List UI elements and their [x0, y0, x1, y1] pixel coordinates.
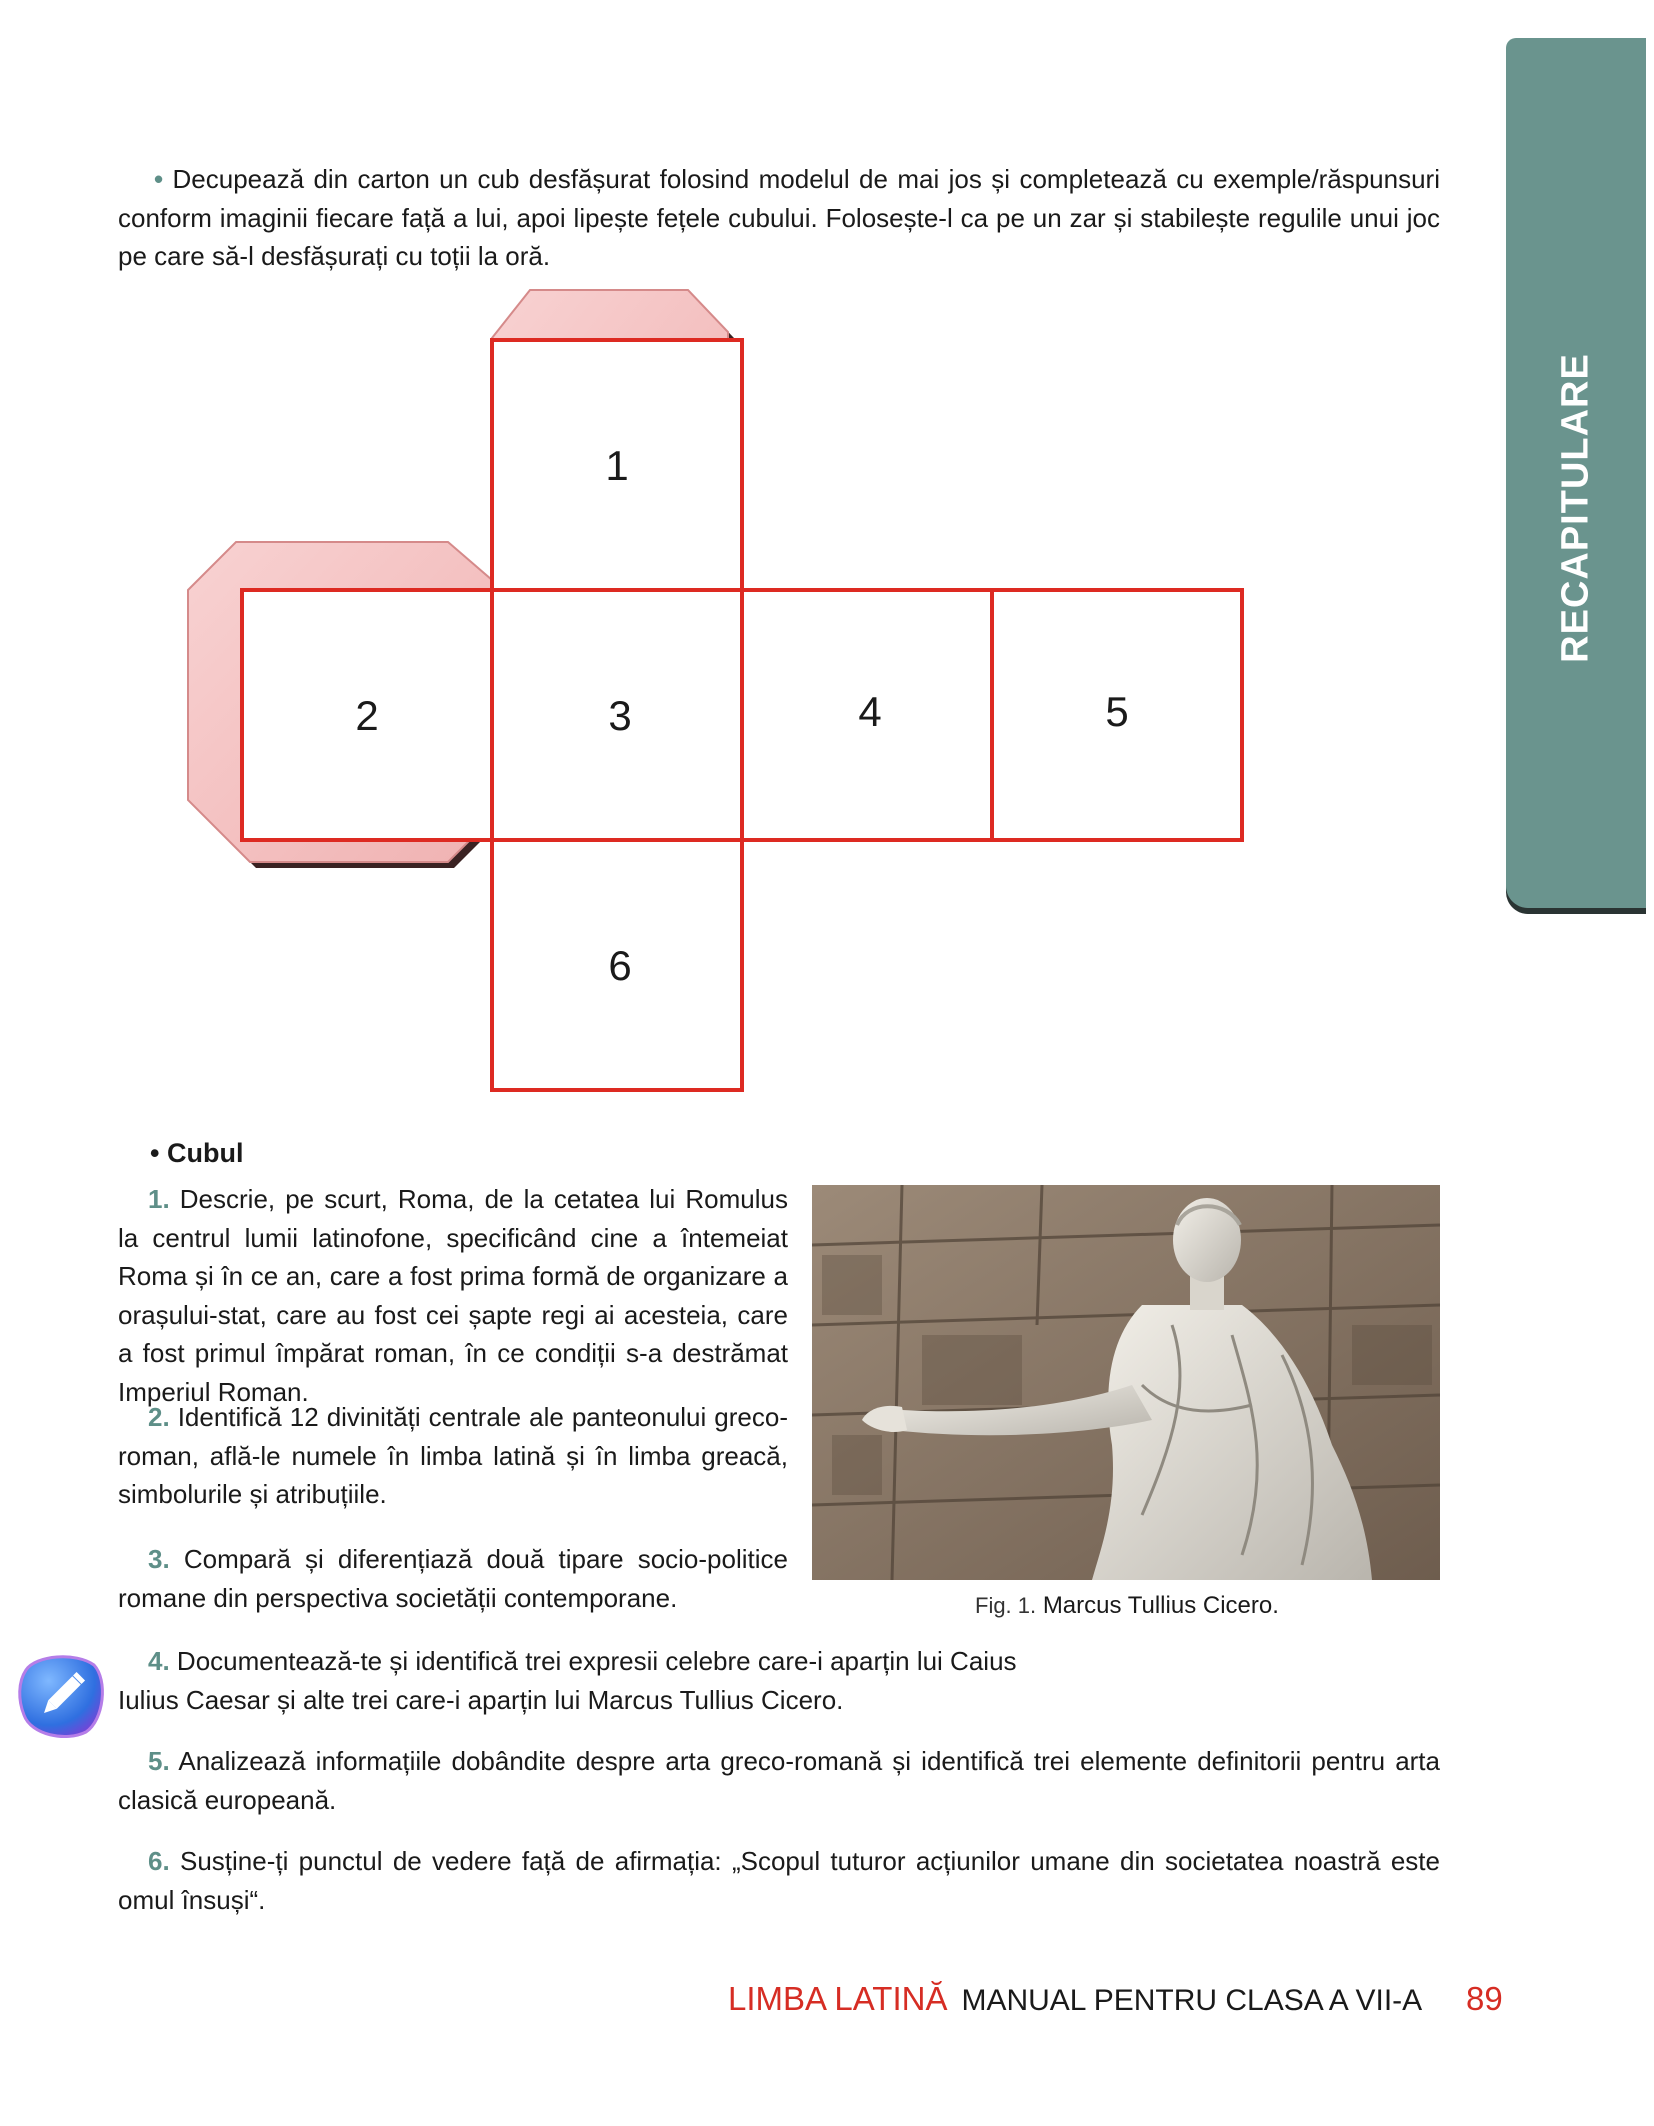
question-6-text: Susține-ți punctul de vedere față de afirmația: „Scopul tuturor acțiunilor umane din societatea noastră este omul însuși“. — [118, 1846, 1440, 1915]
footer-subject: LIMBA LATINĂ — [728, 1980, 948, 2017]
question-2-num: 2. — [148, 1402, 170, 1432]
question-4-num: 4. — [148, 1646, 170, 1676]
pencil-icon — [16, 1650, 106, 1740]
section-heading-text: Cubul — [166, 1138, 244, 1168]
cube-net — [180, 280, 1260, 1100]
question-3-text: Compară și diferențiază două tipare socio-politice romane din perspectiva societății contemporane. — [118, 1544, 788, 1613]
footer-manual: MANUAL PENTRU CLASA A VII-A — [961, 1984, 1423, 2017]
question-6 — [118, 1842, 1440, 1919]
face-5-label: 5 — [1105, 688, 1129, 735]
face-3-label: 3 — [608, 692, 632, 739]
page-number: 89 — [1466, 1980, 1503, 2017]
question-5 — [118, 1742, 1440, 1819]
face-1-label: 1 — [605, 442, 629, 489]
figure-caption — [975, 1592, 1279, 1620]
bullet-icon: • — [154, 164, 164, 194]
side-tab-label: RECAPITULARE — [1554, 353, 1597, 663]
figure-caption-text: Marcus Tullius Cicero. — [1042, 1592, 1279, 1619]
question-6-num: 6. — [148, 1846, 170, 1876]
section-heading: • Cubul — [150, 1138, 244, 1168]
question-2-text: Identifică 12 divinități centrale ale panteonului greco-roman, află-le numele în limba latină și în limba greacă, simbolurile și atribuțiile. — [118, 1402, 788, 1509]
question-4 — [118, 1642, 1038, 1719]
question-1-num: 1. — [148, 1184, 170, 1214]
question-2 — [118, 1398, 788, 1514]
question-3 — [118, 1540, 788, 1617]
question-4-text: Documentează-te și identifică trei expresii celebre care-i aparțin lui Caius Iulius Caesar și alte trei care-i aparțin lui Marcus Tullius Cicero. — [118, 1646, 1017, 1715]
face-6-label: 6 — [608, 942, 632, 989]
face-2-label: 2 — [355, 692, 379, 739]
intro-paragraph — [118, 160, 1440, 276]
question-3-num: 3. — [148, 1544, 170, 1574]
statue-photo — [812, 1185, 1440, 1580]
intro-text: Decupează din carton un cub desfășurat folosind modelul de mai jos și completează cu exemple/răspunsuri conform imaginii fiecare față a lui, apoi lipește fețele cubului. Folosește-l ca pe un zar și stabilește regulile unui joc pe care să-l desfășurați cu toții la oră. — [118, 164, 1440, 271]
footer — [728, 1980, 1422, 2018]
figure-label: Fig. 1. — [975, 1593, 1037, 1618]
side-tab — [1506, 38, 1646, 908]
question-5-text: Analizează informațiile dobândite despre arta greco-romană și identifică trei elemente definitorii pentru arta clasică europeană. — [118, 1746, 1440, 1815]
question-1-text: Descrie, pe scurt, Roma, de la cetatea lui Romulus la centrul lumii latinofone, specificând cine a întemeiat Roma și în ce an, care a fost prima formă de organizare a orașului-stat, care au fost cei șapte regi ai acesteia, care a fost primul împărat roman, în ce condiții s-a destrămat Imperiul Roman. — [118, 1184, 788, 1407]
question-1 — [118, 1180, 788, 1411]
face-4-label: 4 — [858, 688, 882, 735]
question-5-num: 5. — [148, 1746, 170, 1776]
